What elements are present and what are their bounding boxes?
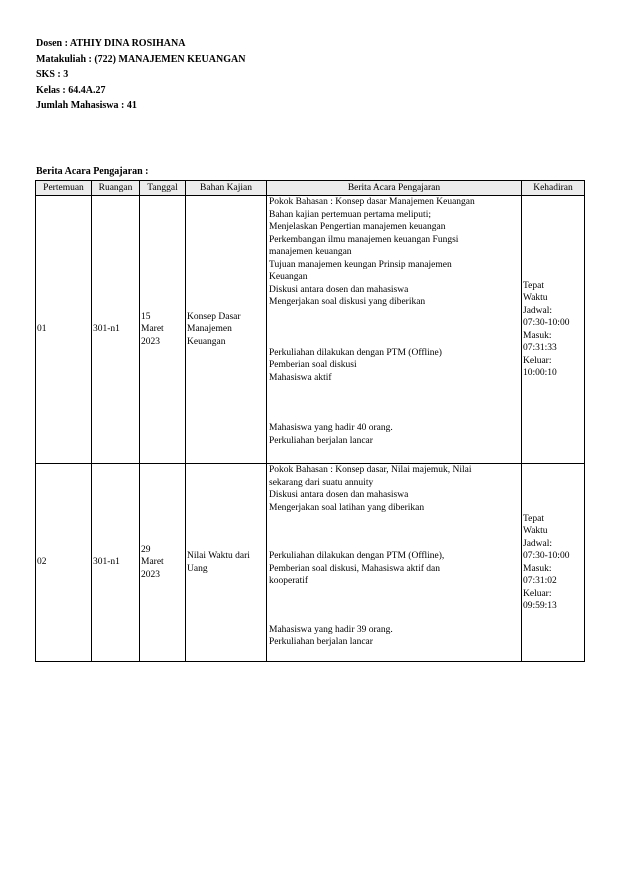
column-header: Tanggal	[140, 181, 186, 196]
report-cell: Pokok Bahasan : Konsep dasar, Nilai majemuk, Nilai sekarang dari suatu annuity Diskusi antara dosen dan mahasiswa Mengerjakan soal latihan yang diberikan Perkuliahan dilakukan dengan PTM (Offline), Pemberian soal diskusi, Mahasiswa aktif dan kooperatif Mahasiswa yang hadir 39 orang. Perkuliahan berjalan lancar	[267, 464, 522, 662]
date-cell: 29 Maret 2023	[140, 464, 186, 662]
attendance-cell: Tepat Waktu Jadwal: 07:30-10:00 Masuk: 07:31:02 Keluar: 09:59:13	[522, 464, 585, 662]
course-header	[36, 36, 245, 114]
credit-units: SKS : 3	[36, 69, 69, 80]
section-title: Berita Acara Pengajaran :	[36, 166, 149, 177]
course-name: Matakuliah : (722) MANAJEMEN KEUANGAN	[36, 53, 246, 65]
student-count: Jumlah Mahasiswa : 41	[36, 100, 137, 111]
topic-cell: Konsep Dasar Manajemen Keuangan	[186, 196, 267, 464]
column-header: Kehadiran	[522, 181, 585, 196]
column-header: Bahan Kajian	[186, 181, 267, 196]
column-header: Pertemuan	[36, 181, 92, 196]
teaching-report-table	[35, 180, 585, 662]
topic-cell: Nilai Waktu dari Uang	[186, 464, 267, 662]
class-code: Kelas : 64.4A.27	[36, 84, 106, 96]
table-row	[36, 196, 585, 464]
room-cell: 301-n1	[92, 196, 140, 464]
column-header: Ruangan	[92, 181, 140, 196]
date-cell: 15 Maret 2023	[140, 196, 186, 464]
meeting-number: 01	[36, 196, 92, 464]
column-header: Berita Acara Pengajaran	[267, 181, 522, 196]
meeting-number: 02	[36, 464, 92, 662]
room-cell: 301-n1	[92, 464, 140, 662]
table-row	[36, 464, 585, 662]
attendance-cell: Tepat Waktu Jadwal: 07:30-10:00 Masuk: 07:31:33 Keluar: 10:00:10	[522, 196, 585, 464]
report-cell: Pokok Bahasan : Konsep dasar Manajemen Keuangan Bahan kajian pertemuan pertama meliputi; Menjelaskan Pengertian manajemen keuangan Perkembangan ilmu manajemen keuangan Fungsi manajemen keuangan Tujuan manajemen keungan Prinsip manajemen Keuangan Diskusi antara dosen dan mahasiswa Mengerjakan soal diskusi yang diberikan Perkuliahan dilakukan dengan PTM (Offline) Pemberian soal diskusi Mahasiswa aktif Mahasiswa yang hadir 40 orang. Perkuliahan berjalan lancar	[267, 196, 522, 464]
lecturer-name: Dosen : ATHIY DINA ROSIHANA	[36, 38, 186, 49]
table-header-row	[36, 181, 585, 196]
